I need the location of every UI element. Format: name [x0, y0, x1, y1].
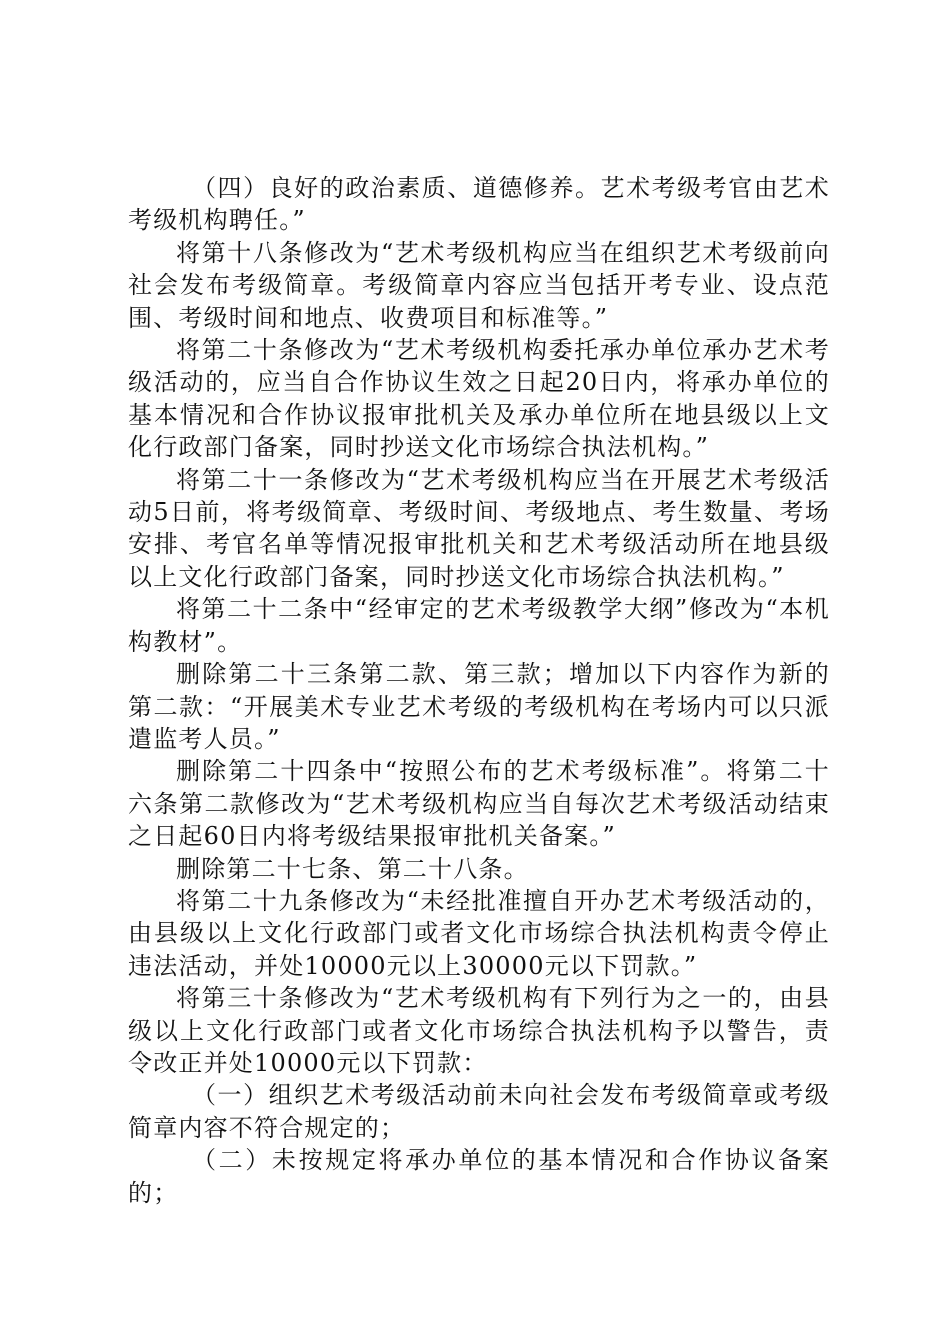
- paragraph-article-23: 删除第二十三条第二款、第三款；增加以下内容作为新的第二款：“开展美术专业艺术考级的考级机构在考场内可以只派遣监考人员。”: [128, 660, 830, 753]
- paragraph-item-two: （二）未按规定将承办单位的基本情况和合作协议备案的；: [128, 1146, 830, 1207]
- paragraph-article-24-26: 删除第二十四条中“按照公布的艺术考级标准”。将第二十六条第二款修改为“艺术考级机构应当自每次艺术考级活动结束之日起60日内将考级结果报审批机关备案。”: [128, 757, 830, 851]
- paragraph-article-30: 将第三十条修改为“艺术考级机构有下列行为之一的，由县级以上文化行政部门或者文化市场综合执法机构予以警告，责令改正并处10000元以下罚款：: [128, 984, 830, 1077]
- paragraph-article-18: 将第十八条修改为“艺术考级机构应当在组织艺术考级前向社会发布考级简章。考级简章内容应当包括开考专业、设点范围、考级时间和地点、收费项目和标准等。”: [128, 238, 830, 332]
- paragraph-article-22: 将第二十二条中“经审定的艺术考级教学大纲”修改为“本机构教材”。: [128, 595, 830, 656]
- paragraph-item-one: （一）组织艺术考级活动前未向社会发布考级简章或考级简章内容不符合规定的；: [128, 1081, 830, 1142]
- paragraph-article-29: 将第二十九条修改为“未经批准擅自开办艺术考级活动的，由县级以上文化行政部门或者文化市场综合执法机构责令停止违法活动，并处10000元以上30000元以下罚款。”: [128, 886, 830, 980]
- paragraph-article-20: 将第二十条修改为“艺术考级机构委托承办单位承办艺术考级活动的，应当自合作协议生效之日起20日内，将承办单位的基本情况和合作协议报审批机关及承办单位所在地县级以上文化行政部门备案，同时抄送文化市场综合执法机构。”: [128, 336, 830, 462]
- paragraph-requirement-four: （四）良好的政治素质、道德修养。艺术考级考官由艺术考级机构聘任。”: [128, 174, 830, 235]
- document-page: [128, 172, 830, 1209]
- paragraph-article-27-28: 删除第二十七条、第二十八条。: [176, 854, 529, 883]
- paragraph-article-21: 将第二十一条修改为“艺术考级机构应当在开展艺术考级活动5日前，将考级简章、考级时间、考级地点、考生数量、考场安排、考官名单等情况报审批机关和艺术考级活动所在地县级以上文化行政部门备案，同时抄送文化市场综合执法机构。”: [128, 465, 830, 591]
